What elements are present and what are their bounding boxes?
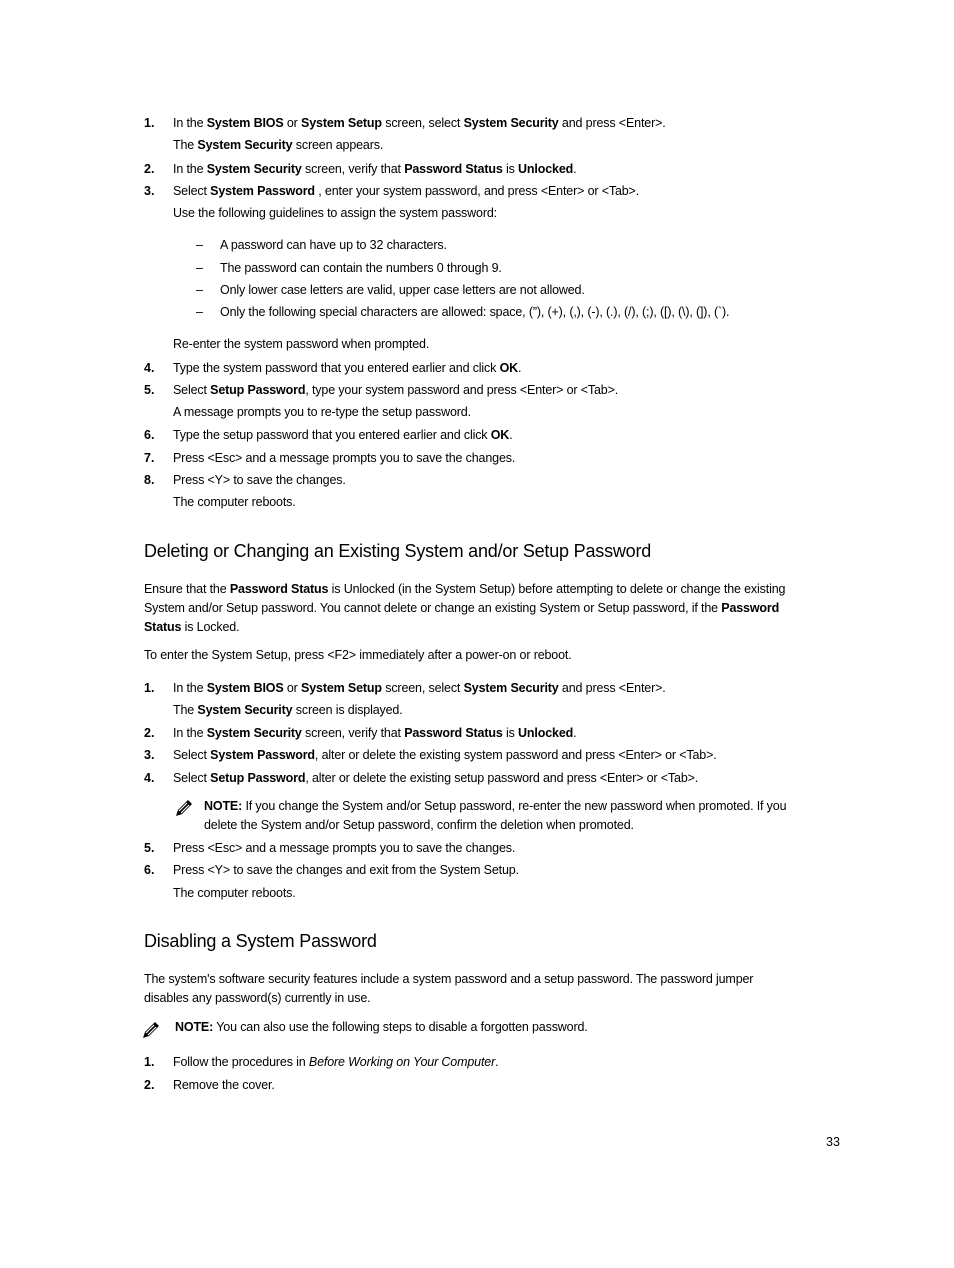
- step-number: 6.: [144, 428, 155, 442]
- step-text: Press <Y> to save the changes and exit from the System Setup.: [173, 863, 519, 877]
- step-text: Select System Password , enter your system password, and press <Enter> or <Tab>.: [173, 184, 640, 198]
- step-result: Use the following guidelines to assign the system password:: [173, 206, 497, 220]
- step-text: In the System Security screen, verify that Password Status is Unlocked.: [173, 726, 577, 740]
- dash-bullet: –: [196, 261, 203, 275]
- page-number: 33: [826, 1135, 840, 1149]
- guideline-item: The password can contain the numbers 0 through 9.: [220, 261, 502, 275]
- note-text: delete the System and/or Setup password, confirm the deletion when promoted.: [204, 818, 634, 832]
- step-number: 1.: [144, 1055, 155, 1069]
- step-result: The System Security screen is displayed.: [173, 703, 403, 717]
- reenter-note: Re-enter the system password when prompted.: [173, 337, 430, 351]
- step-text: In the System Security screen, verify that Password Status is Unlocked.: [173, 162, 577, 176]
- note-text: NOTE: If you change the System and/or Setup password, re-enter the new password when promoted. If you: [204, 799, 787, 813]
- guideline-item: Only lower case letters are valid, upper case letters are not allowed.: [220, 283, 585, 297]
- paragraph: To enter the System Setup, press <F2> immediately after a power-on or reboot.: [144, 648, 572, 662]
- step-number: 3.: [144, 184, 155, 198]
- paragraph-line: System and/or Setup password. You cannot delete or change an existing System or Setup password, if the Password: [144, 601, 780, 615]
- step-text: In the System BIOS or System Setup screen, select System Security and press <Enter>.: [173, 681, 666, 695]
- step-text: Select Setup Password, alter or delete the existing setup password and press <Enter> or <Tab>.: [173, 771, 699, 785]
- paragraph-line: The system's software security features include a system password and a setup password. The password jumper: [144, 972, 754, 986]
- step-number: 6.: [144, 863, 155, 877]
- step-result: A message prompts you to re-type the setup password.: [173, 405, 471, 419]
- step-text: Select Setup Password, type your system password and press <Enter> or <Tab>.: [173, 383, 619, 397]
- step-number: 5.: [144, 383, 155, 397]
- step-number: 2.: [144, 1078, 155, 1092]
- paragraph-line: Ensure that the Password Status is Unlocked (in the System Setup) before attempting to delete or change the existing: [144, 582, 786, 596]
- step-number: 7.: [144, 451, 155, 465]
- step-number: 4.: [144, 771, 155, 785]
- step-number: 5.: [144, 841, 155, 855]
- step-result: The computer reboots.: [173, 495, 296, 509]
- dash-bullet: –: [196, 283, 203, 297]
- paragraph-line: Status is Locked.: [144, 620, 240, 634]
- step-result: The computer reboots.: [173, 886, 296, 900]
- step-text: Select System Password, alter or delete the existing system password and press <Enter> or <Tab>.: [173, 748, 717, 762]
- step-text: Type the setup password that you entered earlier and click OK.: [173, 428, 513, 442]
- paragraph-line: disables any password(s) currently in use.: [144, 991, 371, 1005]
- step-text: Press <Esc> and a message prompts you to save the changes.: [173, 451, 516, 465]
- step-text: In the System BIOS or System Setup screen, select System Security and press <Enter>.: [173, 116, 666, 130]
- step-number: 1.: [144, 681, 155, 695]
- dash-bullet: –: [196, 238, 203, 252]
- note-pencil-icon: [140, 1019, 162, 1041]
- step-number: 4.: [144, 361, 155, 375]
- guideline-item: A password can have up to 32 characters.: [220, 238, 447, 252]
- step-text: Follow the procedures in Before Working on Your Computer.: [173, 1055, 499, 1069]
- note-text: NOTE: You can also use the following steps to disable a forgotten password.: [175, 1020, 588, 1034]
- step-number: 1.: [144, 116, 155, 130]
- step-number: 2.: [144, 726, 155, 740]
- step-number: 8.: [144, 473, 155, 487]
- guideline-item: Only the following special characters are allowed: space, (”), (+), (,), (-), (.), (/), (;), ([), (\), (]), (`).: [220, 305, 730, 319]
- step-text: Type the system password that you entered earlier and click OK.: [173, 361, 522, 375]
- step-number: 3.: [144, 748, 155, 762]
- section-heading: Disabling a System Password: [144, 931, 377, 951]
- step-text: Press <Y> to save the changes.: [173, 473, 346, 487]
- step-text: Press <Esc> and a message prompts you to save the changes.: [173, 841, 516, 855]
- section-heading: Deleting or Changing an Existing System and/or Setup Password: [144, 541, 652, 561]
- step-text: Remove the cover.: [173, 1078, 275, 1092]
- step-result: The System Security screen appears.: [173, 138, 384, 152]
- step-number: 2.: [144, 162, 155, 176]
- dash-bullet: –: [196, 305, 203, 319]
- note-pencil-icon: [173, 797, 195, 819]
